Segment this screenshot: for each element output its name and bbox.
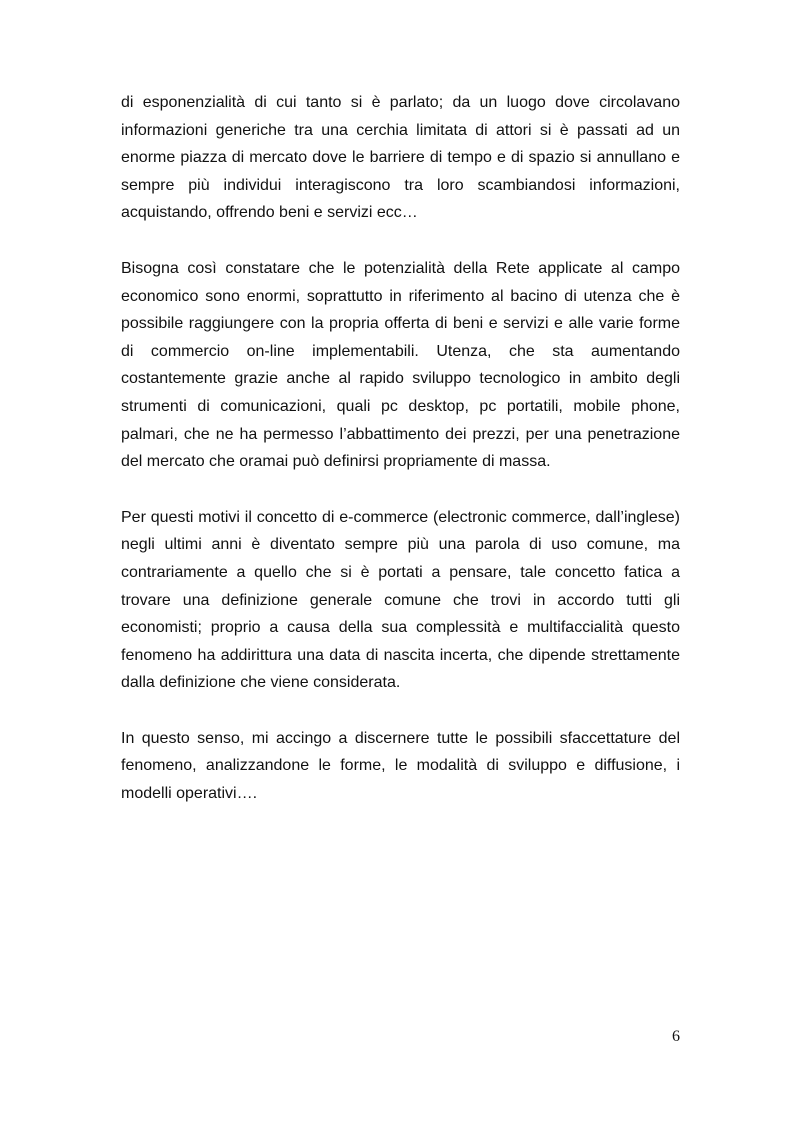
page-number: 6 (672, 1028, 680, 1045)
body-text (121, 89, 680, 836)
paragraph-4: In questo senso, mi accingo a discernere tutte le possibili sfaccettature del fenomeno, analizzandone le forme, le modalità di sviluppo e diffusione, i modelli operativi…. (121, 729, 680, 803)
paragraph-3: Per questi motivi il concetto di e-commerce (electronic commerce, dall’inglese) negli ultimi anni è diventato sempre più una parola di uso comune, ma contrariamente a quello che si è portati a pensare, tale concetto fatica a trovare una definizione generale comune che trovi in accordo tutti gli economisti; proprio a causa della sua complessità e multifaccialità questo fenomeno ha addirittura una data di nascita incerta, che dipende strettamente dalla definizione che viene considerata. (121, 508, 680, 692)
paragraph-1: di esponenzialità di cui tanto si è parlato; da un luogo dove circolavano informazioni generiche tra una cerchia limitata di attori si è passati ad un enorme piazza di mercato dove le barriere di tempo e di spazio si annullano e sempre più individui interagiscono tra loro scambiandosi informazioni, acquistando, offrendo beni e servizi ecc… (121, 94, 680, 222)
paragraph-2: Bisogna così constatare che le potenzialità della Rete applicate al campo economico sono enormi, soprattutto in riferimento al bacino di utenza che è possibile raggiungere con la propria offerta di beni e servizi e alle varie forme di commercio on-line implementabili. Utenza, che sta aumentando costantemente grazie anche al rapido sviluppo tecnologico in ambito degli strumenti di comunicazioni, quali pc desktop, pc portatili, mobile phone, palmari, che ne ha permesso l’abbattimento dei prezzi, per una penetrazione del mercato che oramai può definirsi propriamente di massa. (121, 259, 680, 471)
